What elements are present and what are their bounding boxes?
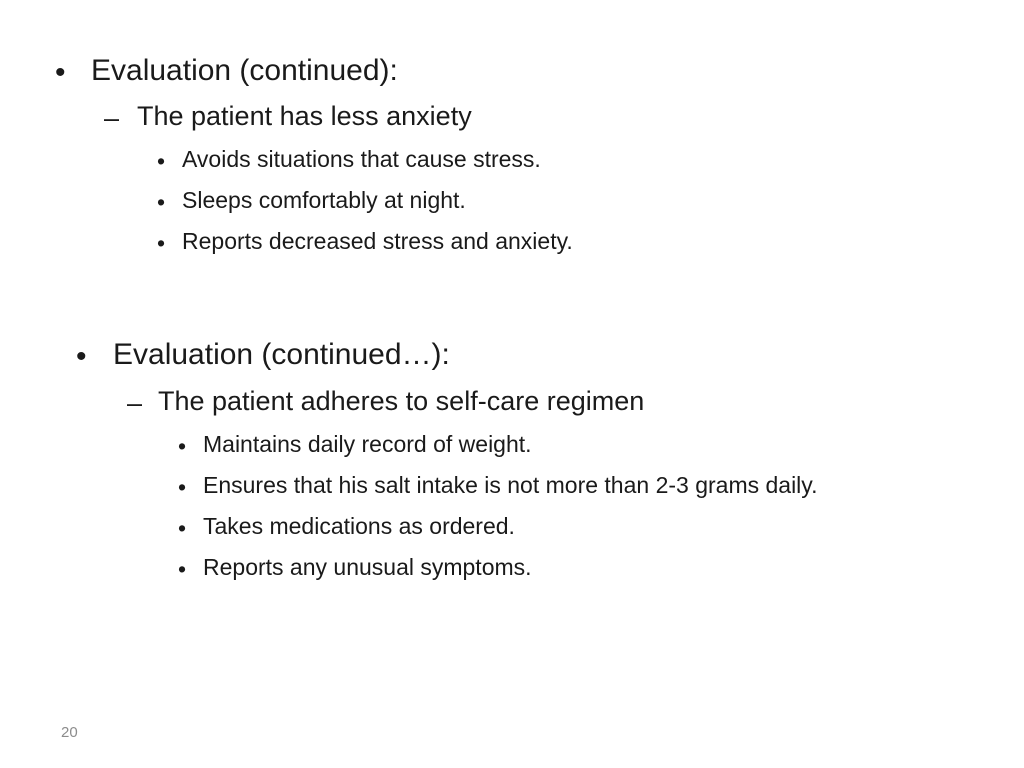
list-item: Ensures that his salt intake is not more than 2-3 grams daily.: [203, 472, 818, 498]
slide-number: 20: [61, 724, 78, 741]
list-item: Sleeps comfortably at night.: [182, 187, 466, 213]
bullet-marker: •: [178, 474, 187, 500]
bullet-marker: •: [157, 148, 166, 174]
bullet-marker: •: [178, 556, 187, 582]
list-item: Takes medications as ordered.: [203, 513, 515, 539]
list-item: Reports decreased stress and anxiety.: [182, 228, 573, 254]
list-item: Maintains daily record of weight.: [203, 431, 532, 457]
section-heading: Evaluation (continued):: [91, 54, 398, 87]
dash-marker: –: [127, 388, 143, 418]
bullet-marker: •: [55, 56, 66, 89]
bullet-marker: •: [178, 515, 187, 541]
dash-marker: –: [104, 103, 120, 133]
bullet-marker: •: [157, 230, 166, 256]
list-item: Reports any unusual symptoms.: [203, 554, 532, 580]
section-heading: Evaluation (continued…):: [113, 338, 450, 371]
section-subheading: The patient adheres to self-care regimen: [158, 386, 645, 416]
bullet-marker: •: [157, 189, 166, 215]
bullet-marker: •: [76, 340, 87, 373]
list-item: Avoids situations that cause stress.: [182, 146, 541, 172]
bullet-marker: •: [178, 433, 187, 459]
section-subheading: The patient has less anxiety: [137, 101, 472, 131]
